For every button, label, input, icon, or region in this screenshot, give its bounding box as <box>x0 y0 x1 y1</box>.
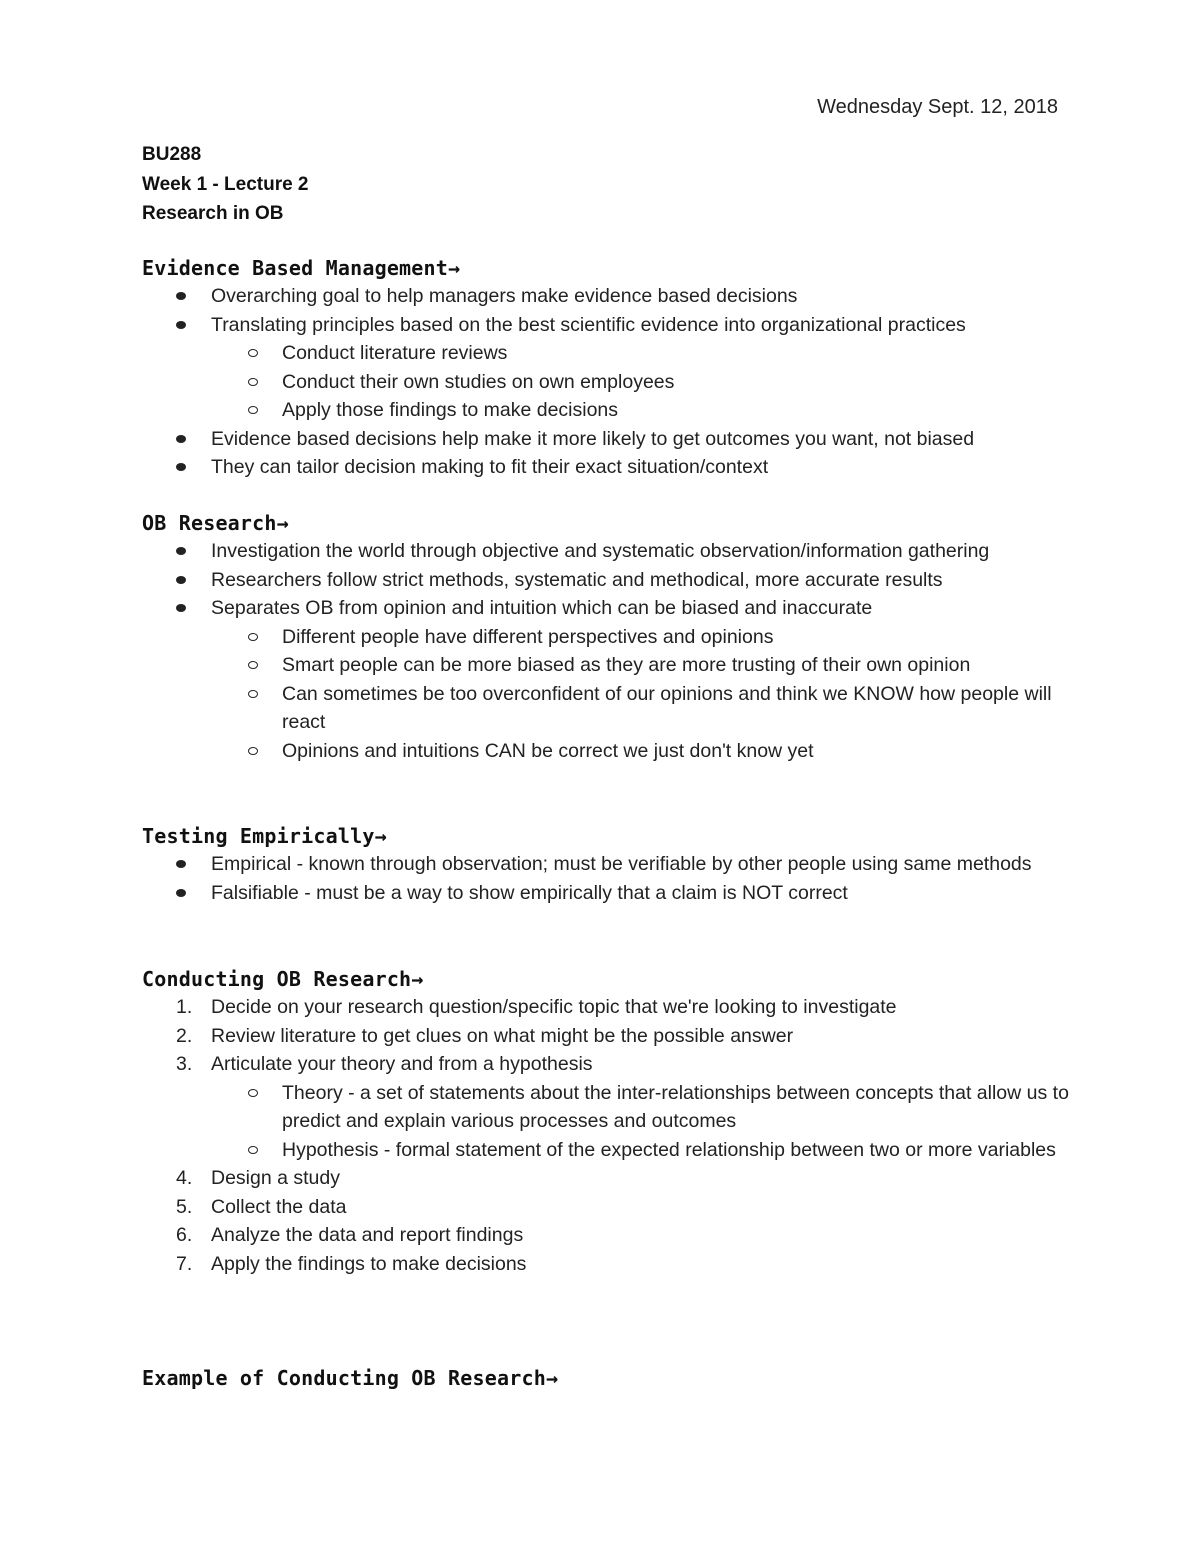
section-ob-research <box>142 509 1082 765</box>
hollow-bullet-icon <box>248 349 258 357</box>
section-heading: OB Research→ <box>142 511 289 535</box>
list-item-text: Opinions and intuitions CAN be correct we just don't know yet <box>282 739 814 762</box>
hollow-bullet-icon <box>248 661 258 669</box>
bullet-icon <box>176 463 186 471</box>
list-item-text: Conduct their own studies on own employees <box>282 370 675 393</box>
bullet-icon <box>176 860 186 868</box>
section-evidence-based-management <box>142 254 1082 482</box>
list-number: 3. <box>176 1053 193 1075</box>
list-item-text: Falsifiable - must be a way to show empirically that a claim is NOT correct <box>211 881 848 904</box>
bullet-item <box>142 453 1082 482</box>
hollow-bullet-icon <box>248 378 258 386</box>
hollow-bullet-icon <box>248 406 258 414</box>
list-item-text: Researchers follow strict methods, systematic and methodical, more accurate results <box>211 568 943 591</box>
list-item-text: Empirical - known through observation; must be verifiable by other people using same methods <box>211 853 1032 875</box>
bullet-item <box>142 594 1082 623</box>
sub-bullet-item <box>142 368 1082 397</box>
numbered-list-item <box>142 1164 1082 1193</box>
bullet-icon <box>176 321 186 329</box>
list-item-text: Theory - a set of statements about the inter-relationships between concepts that allow us to predict and explain various processes and outcomes <box>282 1081 1069 1132</box>
bullet-icon <box>176 604 186 612</box>
list-item-text: Analyze the data and report findings <box>211 1224 524 1246</box>
list-item-text: Collect the data <box>211 1195 347 1218</box>
section-heading: Evidence Based Management→ <box>142 256 461 280</box>
bullet-item <box>142 537 1082 566</box>
sub-bullet-item <box>142 651 1082 680</box>
list-number: 6. <box>176 1224 193 1246</box>
list-item-text: Different people have different perspectives and opinions <box>282 625 774 648</box>
hollow-bullet-icon <box>248 1146 258 1154</box>
bullet-icon <box>176 435 186 443</box>
hollow-bullet-icon <box>248 690 258 698</box>
bullet-item <box>142 425 1082 454</box>
sub-bullet-item <box>142 1136 1082 1165</box>
course-code: BU288 <box>142 144 202 165</box>
list-item-text: Review literature to get clues on what might be the possible answer <box>211 1024 794 1047</box>
sub-bullet-item <box>142 737 1082 766</box>
section-heading: Conducting OB Research→ <box>142 967 424 991</box>
topic-title: Research in OB <box>142 203 284 224</box>
bullet-item <box>142 566 1082 595</box>
list-item-text: Evidence based decisions help make it more likely to get outcomes you want, not biased <box>211 427 975 450</box>
bullet-icon <box>176 576 186 584</box>
list-item-text: Apply the findings to make decisions <box>211 1252 527 1275</box>
list-number: 1. <box>176 996 193 1018</box>
numbered-list-item <box>142 993 1082 1022</box>
hollow-bullet-icon <box>248 1089 258 1097</box>
section-conducting-ob-research <box>142 965 1082 1278</box>
document-date: Wednesday Sept. 12, 2018 <box>817 96 1058 118</box>
list-item-text: Conduct literature reviews <box>282 342 508 364</box>
list-number: 4. <box>176 1167 193 1189</box>
bullet-icon <box>176 292 186 300</box>
list-item-text: Decide on your research question/specific topic that we're looking to investigate <box>211 996 897 1018</box>
list-number: 5. <box>176 1195 193 1218</box>
bullet-item <box>142 311 1082 340</box>
sub-bullet-item <box>142 1079 1082 1136</box>
section-example-conducting-ob-research <box>142 1364 1082 1392</box>
numbered-list-item <box>142 1193 1082 1222</box>
bullet-icon <box>176 547 186 555</box>
list-item-text: Smart people can be more biased as they are more trusting of their own opinion <box>282 654 971 676</box>
list-item-text: Investigation the world through objective and systematic observation/information gathering <box>211 540 990 562</box>
numbered-list-item <box>142 1022 1082 1051</box>
list-item-text: They can tailor decision making to fit their exact situation/context <box>211 456 769 478</box>
lecture-title: Week 1 - Lecture 2 <box>142 173 309 195</box>
list-item-text: Separates OB from opinion and intuition which can be biased and inaccurate <box>211 597 873 619</box>
bullet-item <box>142 282 1082 311</box>
sub-bullet-item <box>142 339 1082 368</box>
list-number: 2. <box>176 1024 193 1047</box>
sub-bullet-item <box>142 396 1082 425</box>
bullet-icon <box>176 889 186 897</box>
sub-bullet-item <box>142 680 1082 737</box>
list-item-text: Design a study <box>211 1167 340 1189</box>
numbered-list-item <box>142 1050 1082 1079</box>
bullet-item <box>142 850 1082 879</box>
list-number: 7. <box>176 1252 193 1275</box>
list-item-text: Can sometimes be too overconfident of our opinions and think we KNOW how people will react <box>282 682 1052 733</box>
list-item-text: Overarching goal to help managers make evidence based decisions <box>211 285 798 307</box>
list-item-text: Articulate your theory and from a hypothesis <box>211 1053 593 1075</box>
numbered-list-item <box>142 1250 1082 1279</box>
numbered-list-item <box>142 1221 1082 1250</box>
section-testing-empirically <box>142 822 1082 907</box>
hollow-bullet-icon <box>248 747 258 755</box>
section-heading: Example of Conducting OB Research→ <box>142 1366 559 1390</box>
sub-bullet-item <box>142 623 1082 652</box>
list-item-text: Hypothesis - formal statement of the expected relationship between two or more variables <box>282 1138 1056 1161</box>
bullet-item <box>142 879 1082 908</box>
list-item-text: Apply those findings to make decisions <box>282 399 619 421</box>
list-item-text: Translating principles based on the best scientific evidence into organizational practices <box>211 313 966 336</box>
section-heading: Testing Empirically→ <box>142 824 387 848</box>
document-header <box>142 140 309 229</box>
hollow-bullet-icon <box>248 633 258 641</box>
